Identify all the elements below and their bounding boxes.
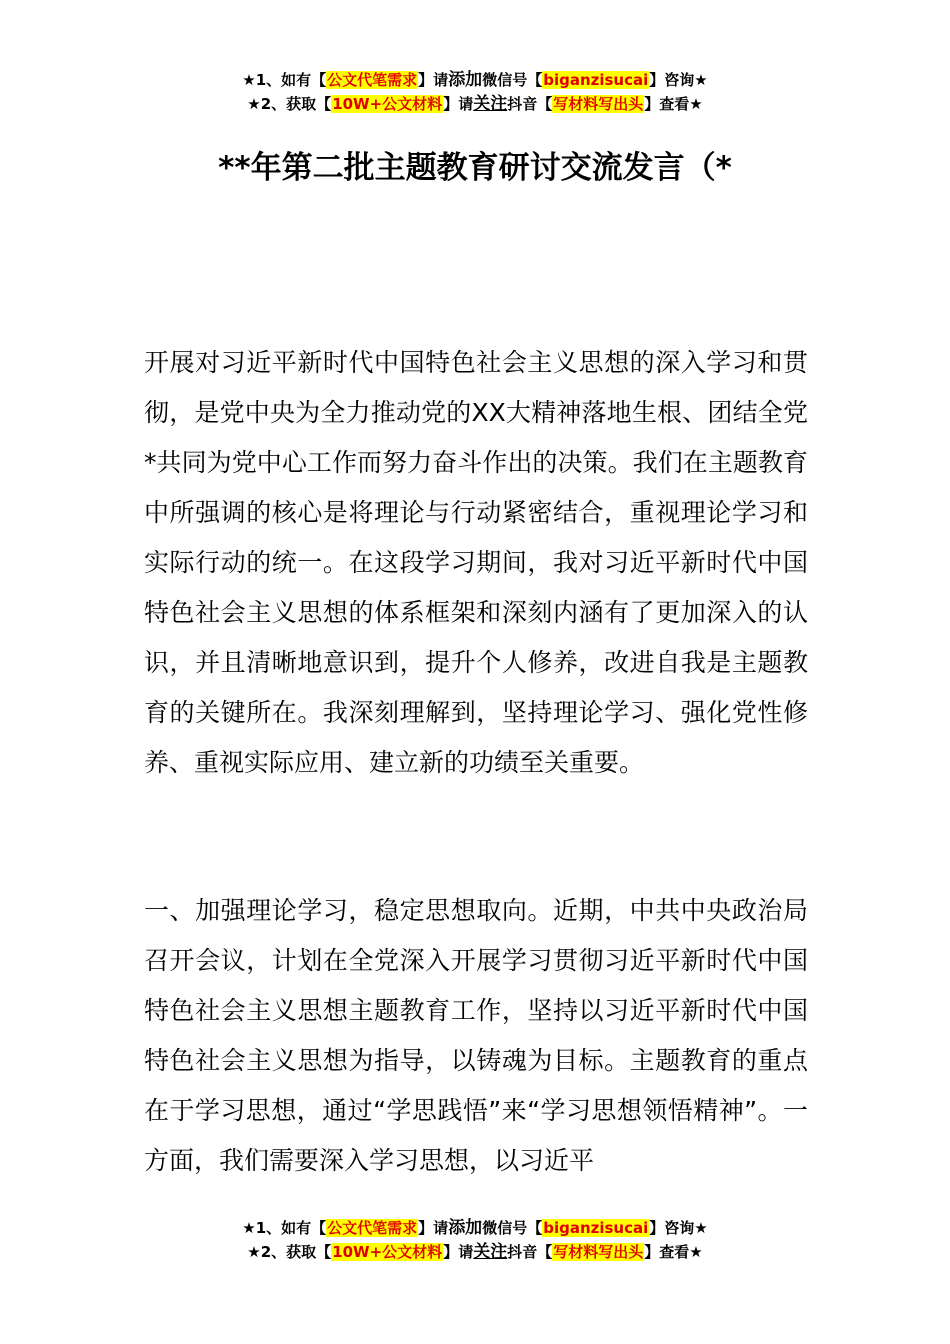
- star-icon: ★: [247, 95, 261, 113]
- star-icon: ★: [242, 71, 256, 89]
- body-paragraph-1: 开展对习近平新时代中国特色社会主义思想的深入学习和贯彻，是党中央为全力推动党的XX大精神落地生根、团结全党*共同为党中心工作而努力奋斗作出的决策。我们在主题教育中所强调的核心是将理论与行动紧密结合，重视理论学习和实际行动的统一。在这段学习期间，我对习近平新时代中国特色社会主义思想的体系框架和深刻内涵有了更加深入的认识，并且清晰地意识到，提升个人修养，改进自我是主题教育的关键所在。我深刻理解到，坚持理论学习、强化党性修养、重视实际应用、建立新的功绩至关重要。: [144, 348, 808, 777]
- header-banner: [0, 68, 950, 116]
- star-icon: ★: [689, 95, 703, 113]
- star-icon: ★: [247, 1243, 261, 1261]
- highlight-douyin-id: 写材料写出头: [553, 1243, 644, 1261]
- banner-line-1: ★1、如有【公文代笔需求】请添加微信号【biganzisucai】咨询★: [242, 1218, 708, 1238]
- banner-line-2: ★2、获取【10W+公文材料】请关注抖音【写材料写出头】查看★: [247, 1242, 703, 1262]
- footer-banner: [0, 1216, 950, 1264]
- star-icon: ★: [689, 1243, 703, 1261]
- highlight-service: 公文代笔需求: [327, 71, 418, 89]
- star-icon: ★: [242, 1219, 256, 1237]
- banner-line-1: ★1、如有【公文代笔需求】请添加微信号【biganzisucai】咨询★: [242, 70, 708, 90]
- banner-line-2: ★2、获取【10W+公文材料】请关注抖音【写材料写出头】查看★: [247, 94, 703, 114]
- star-icon: ★: [694, 71, 708, 89]
- star-icon: ★: [694, 1219, 708, 1237]
- highlight-materials: 10W+公文材料: [332, 1243, 443, 1261]
- highlight-douyin-id: 写材料写出头: [553, 95, 644, 113]
- highlight-service: 公文代笔需求: [327, 1219, 418, 1237]
- highlight-wechat-id: biganzisucai: [543, 71, 649, 89]
- page-title: **年第二批主题教育研讨交流发言（*: [218, 150, 732, 186]
- highlight-materials: 10W+公文材料: [332, 95, 443, 113]
- body-paragraph-2: 一、加强理论学习，稳定思想取向。近期，中共中央政治局召开会议，计划在全党深入开展学习贯彻习近平新时代中国特色社会主义思想主题教育工作，坚持以习近平新时代中国特色社会主义思想为指导，以铸魂为目标。主题教育的重点在于学习思想，通过“学思践悟”来“学习思想领悟精神”。一方面，我们需要深入学习思想，以习近平: [144, 896, 808, 1175]
- highlight-wechat-id: biganzisucai: [543, 1219, 649, 1237]
